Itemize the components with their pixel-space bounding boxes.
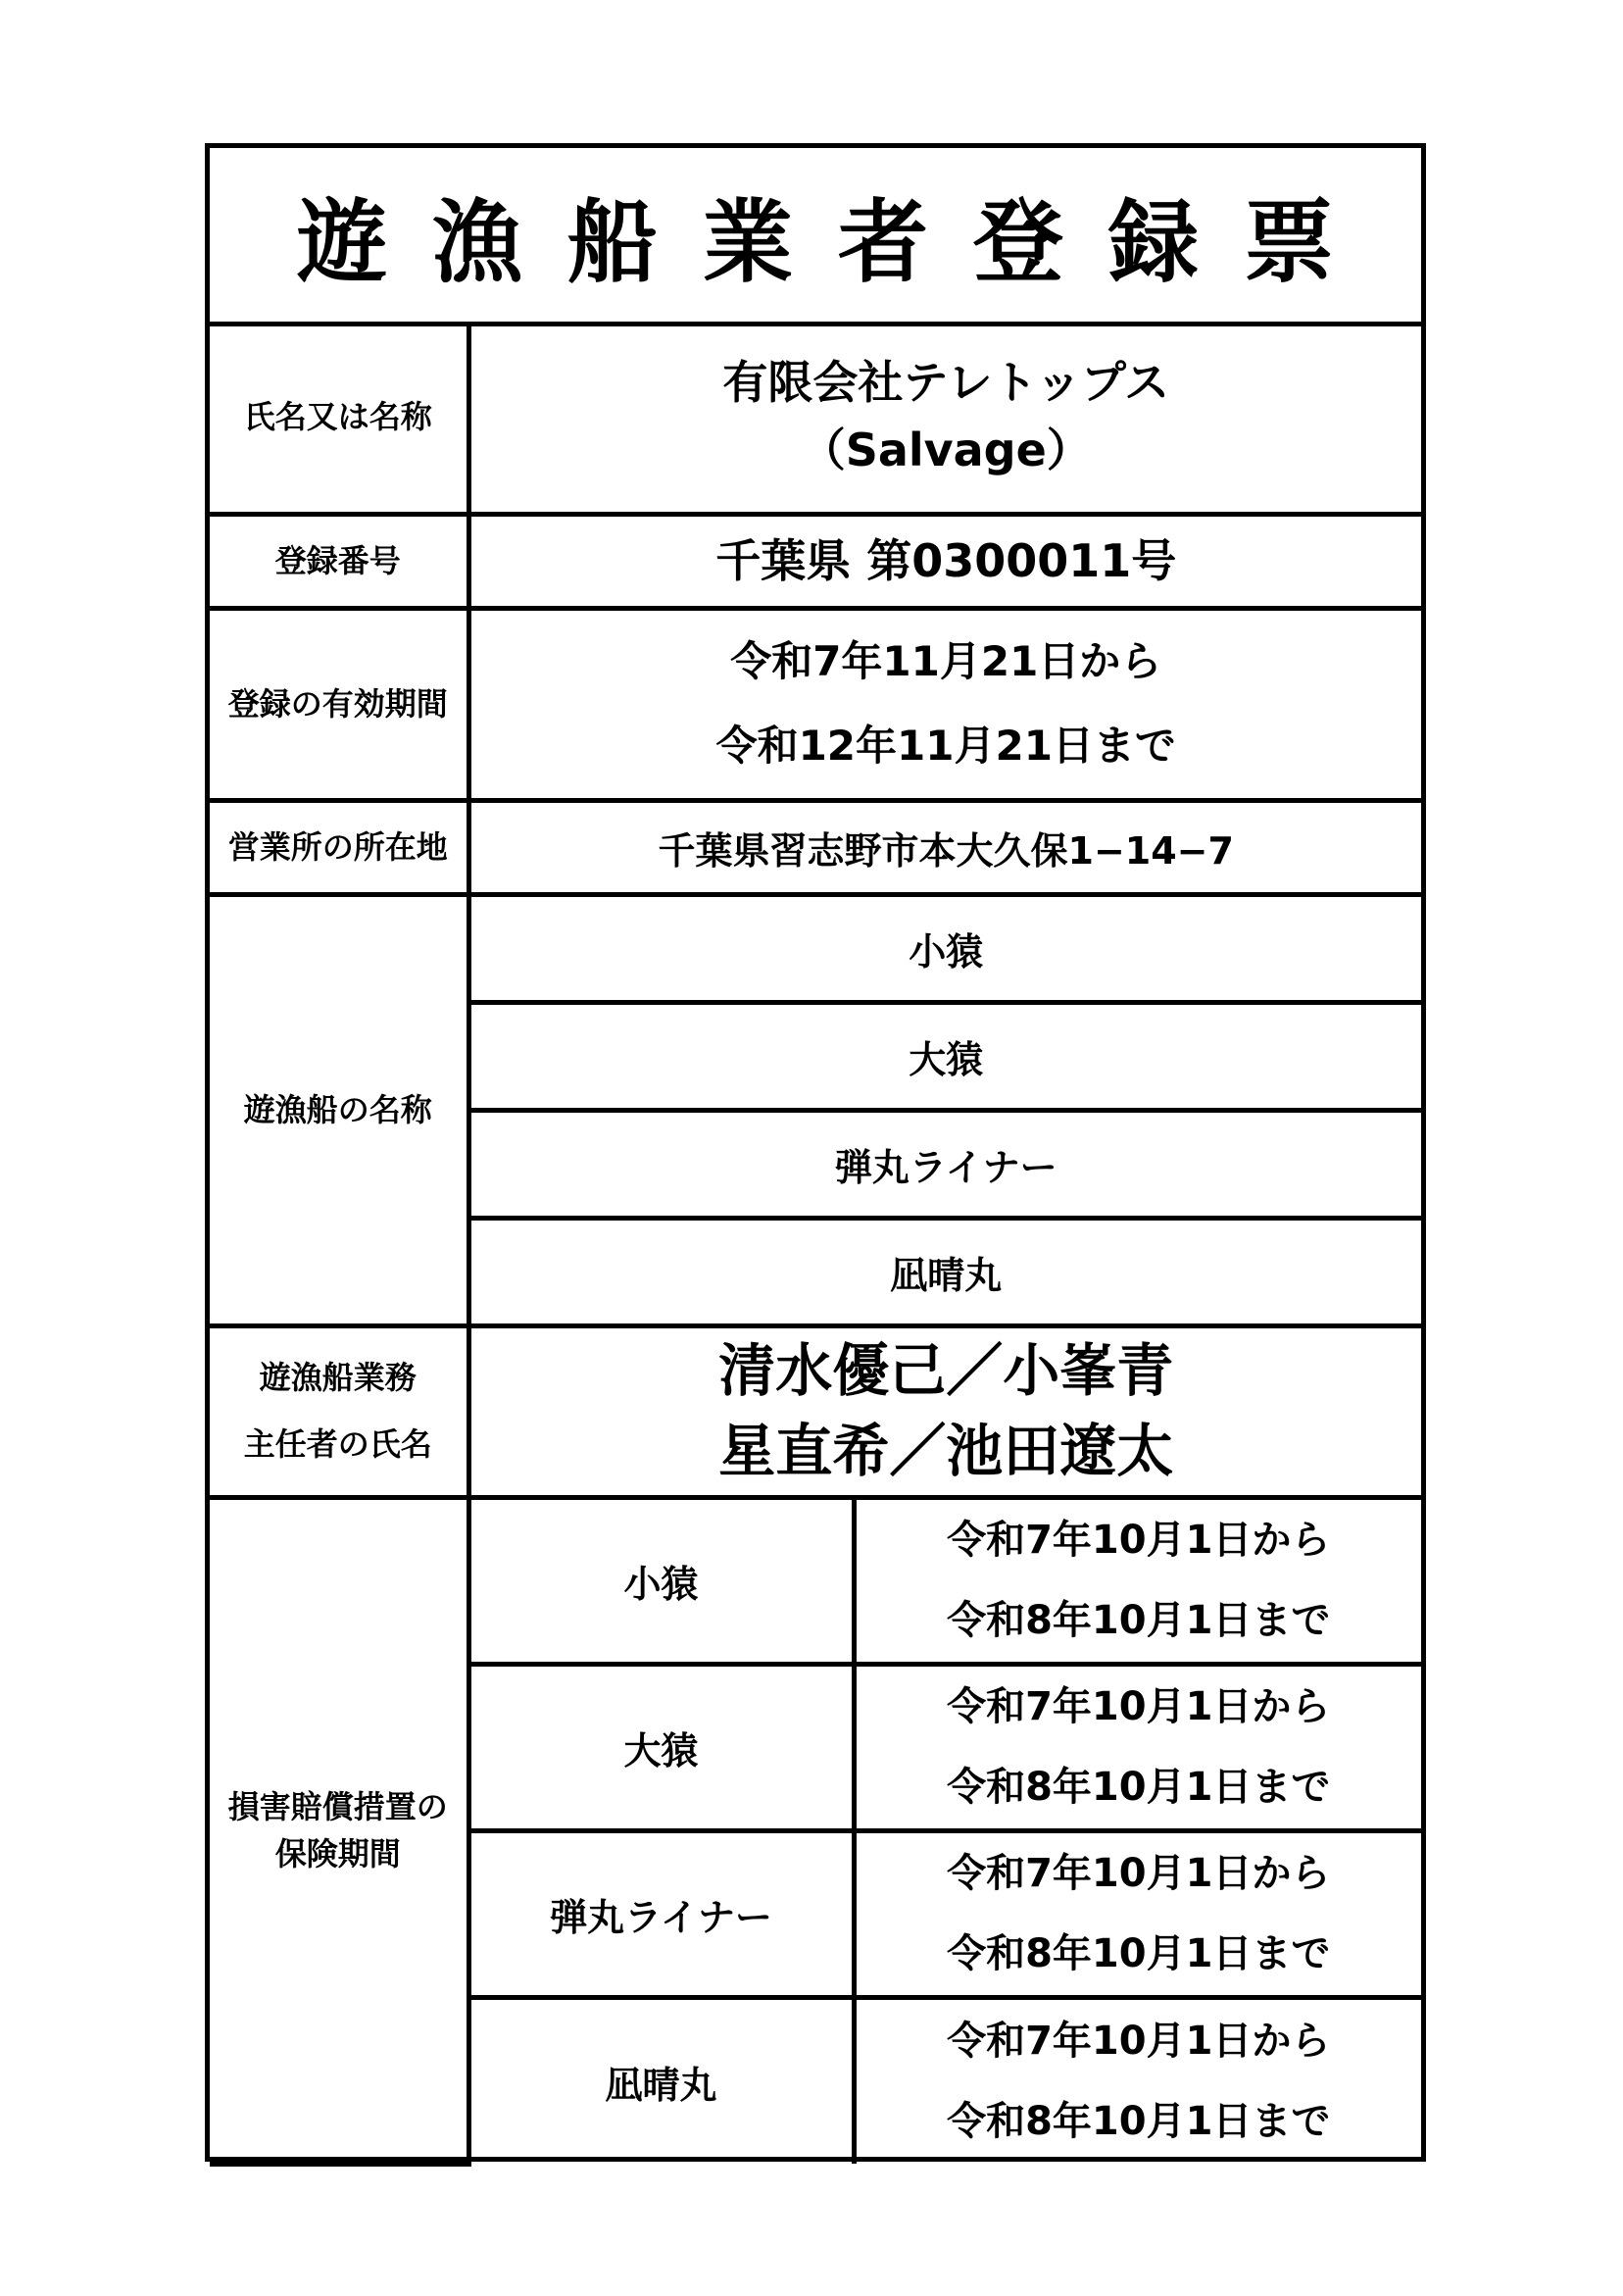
managers-label-line-1: 遊漁船業務 [259, 1359, 417, 1397]
insurance-period-4-from: 令和7年10月1日から [947, 2019, 1331, 2065]
insurance-boat-1: 小猿 [468, 1497, 854, 1664]
row-registration-number [210, 514, 1421, 608]
insurance-period-4-to: 令和8年10月1日まで [947, 2099, 1331, 2145]
insurance-period-1 [854, 1497, 1421, 1664]
registration-sheet [205, 143, 1426, 2162]
name-value [468, 322, 1421, 514]
boat-name-2: 大猿 [468, 1002, 1421, 1110]
office-value: 千葉県習志野市本大久保1−14−7 [468, 800, 1421, 894]
row-validity [210, 608, 1421, 800]
validity-value [468, 608, 1421, 800]
office-label: 営業所の所在地 [210, 800, 468, 894]
registration-table [210, 322, 1421, 2167]
boat-name-3: 弾丸ライナー [468, 1110, 1421, 1218]
boats-label: 遊漁船の名称 [210, 894, 468, 1325]
validity-from: 令和7年11月21日から [730, 636, 1162, 685]
boat-name-4: 凪晴丸 [468, 1218, 1421, 1325]
insurance-period-2-to: 令和8年10月1日まで [947, 1765, 1331, 1810]
managers-label-line-2: 主任者の氏名 [243, 1424, 432, 1463]
insurance-period-3 [854, 1830, 1421, 1997]
insurance-label-line-1: 損害賠償措置の [227, 1788, 448, 1825]
insurance-boat-2: 大猿 [468, 1664, 854, 1830]
name-line-2: （Salvage） [800, 423, 1092, 476]
insurance-period-3-from: 令和7年10月1日から [947, 1851, 1331, 1896]
row-name [210, 322, 1421, 514]
row-managers [210, 1325, 1421, 1497]
document-title [210, 148, 1421, 326]
row-office [210, 800, 1421, 894]
registration-number-label: 登録番号 [210, 514, 468, 608]
validity-label: 登録の有効期間 [210, 608, 468, 800]
insurance-period-1-to: 令和8年10月1日まで [947, 1598, 1331, 1643]
managers-line-2: 星直希／池田遼太 [718, 1417, 1174, 1484]
insurance-period-1-from: 令和7年10月1日から [947, 1518, 1331, 1563]
insurance-boat-3: 弾丸ライナー [468, 1830, 854, 1997]
document-title-text: 遊漁船業者登録票 [296, 189, 1379, 295]
row-boat [210, 894, 1421, 1002]
insurance-label [210, 1497, 468, 2164]
managers-value [468, 1325, 1421, 1497]
insurance-period-2-from: 令和7年10月1日から [947, 1684, 1331, 1729]
insurance-boat-4: 凪晴丸 [468, 1997, 854, 2164]
insurance-period-4 [854, 1997, 1421, 2164]
managers-label [210, 1325, 468, 1497]
validity-to: 令和12年11月21日まで [715, 722, 1176, 770]
registration-number-value: 千葉県 第0300011号 [468, 514, 1421, 608]
insurance-label-line-2: 保険期間 [274, 1835, 401, 1872]
insurance-period-3-to: 令和8年10月1日まで [947, 1931, 1331, 1976]
row-insurance [210, 1497, 1421, 1664]
name-label: 氏名又は名称 [210, 322, 468, 514]
managers-line-1: 清水優己／小峯青 [718, 1337, 1174, 1405]
boat-name-1: 小猿 [468, 894, 1421, 1002]
name-line-1: 有限会社テレトップス [722, 355, 1170, 409]
insurance-period-2 [854, 1664, 1421, 1830]
